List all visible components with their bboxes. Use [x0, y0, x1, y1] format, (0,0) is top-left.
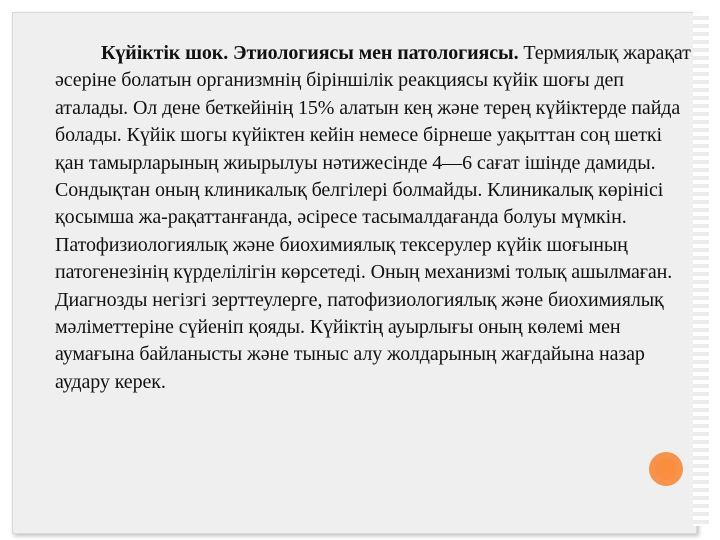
- slide-heading: Күйіктік шок. Этиологиясы мен патологиясы.: [101, 42, 519, 64]
- orange-accent-dot: [649, 452, 683, 486]
- slide-content: [55, 40, 695, 500]
- slide-edge-stripes: [693, 12, 709, 526]
- slide-paragraph: [55, 40, 695, 396]
- slide-body-text: Термиялық жарақат әсеріне болатын организмнің біріншілік реакциясы күйік шоғы деп аталады. Ол дене беткейінің 15% алатын кең және терең күйіктерде пайда болады. Күйік шогы күйіктен кейін немесе бірнеше уақыттан соң шеткі қан тамырларының жиырылуы нәтижесінде 4—6 сағат ішінде дамиды. Сондықтан оның клиникалық белгілері болмайды. Клиникалық көрінісі қосымша жа-рақаттанғанда, әсіресе тасымалдағанда болуы мүмкін. Патофизиологиялық және биохимиялық тексерулер күйік шоғының патогенезінің күрделілігін көрсетеді. Оның механизмі толық ашылмаған. Диагнозды негізгі зерттеулерге, патофизиологиялық және биохимиялық мәліметтеріне сүйеніп қояды. Күйіктің ауырлығы оның көлемі мен аумағына байланысты және тыныс алу жолдарының жағдайына назар аудару керек.: [55, 42, 691, 393]
- orange-accent-dot-core: [655, 458, 677, 480]
